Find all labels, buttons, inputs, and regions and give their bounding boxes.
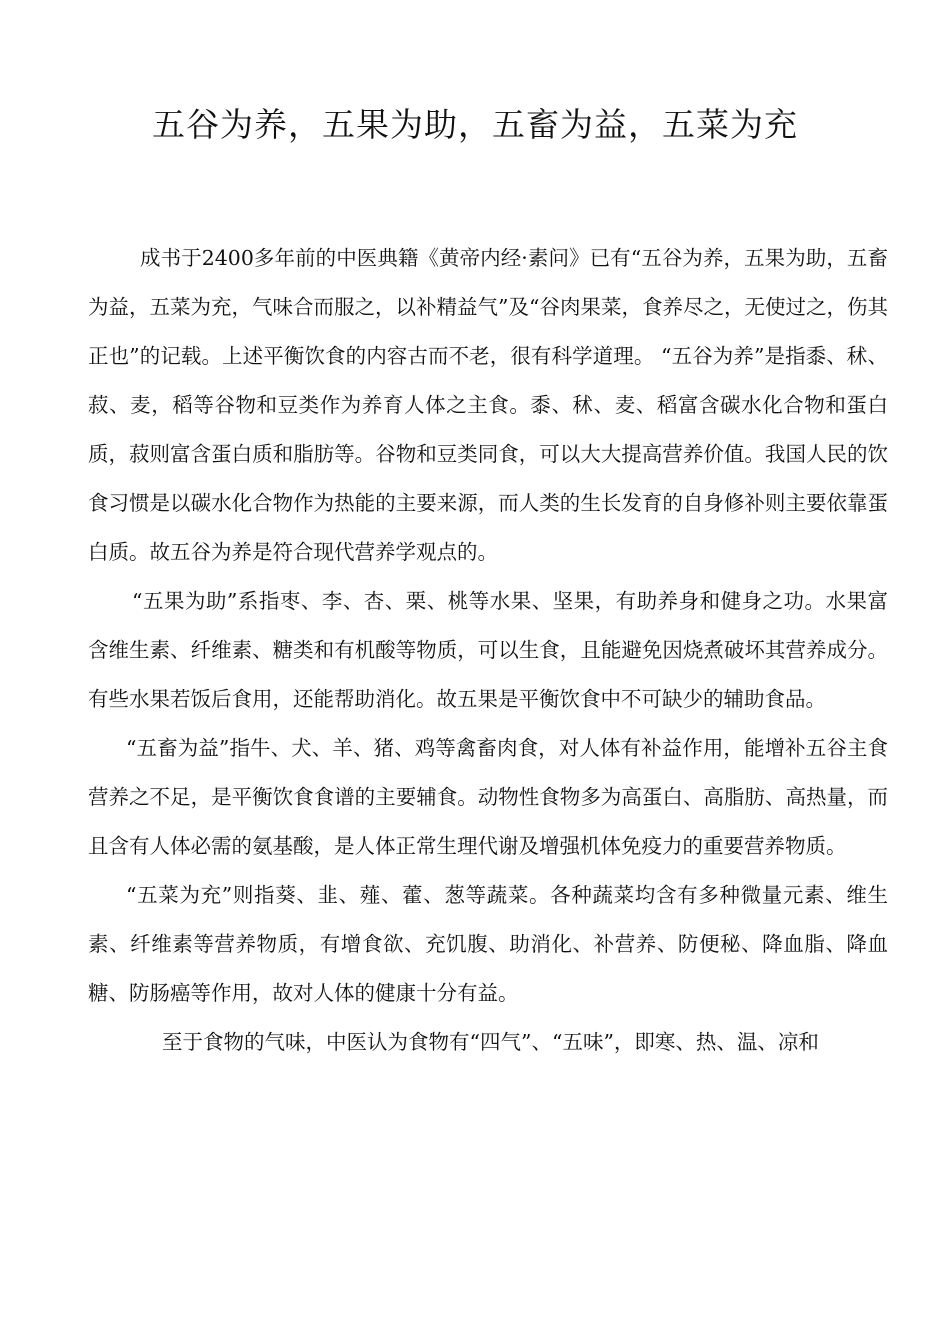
paragraph-qiwei: 至于食物的气味，中医认为食物有“四气”、“五味”，即寒、热、温、凉和 <box>162 1030 819 1054</box>
document-body <box>88 234 888 1067</box>
paragraph-wucai: “五菜为充”则指葵、韭、薤、藿、葱等蔬菜。各种蔬菜均含有多种微量元素、维生素、纤维素等营养物质，有增食欲、充饥腹、助消化、补营养、防便秘、降血脂、降血糖、防肠癌等作用，故对人体的健康十分有益。 <box>88 883 888 1005</box>
paragraph-wuchu: “五畜为益”指牛、犬、羊、猪、鸡等禽畜肉食，对人体有补益作用，能增补五谷主食营养之不足，是平衡饮食食谱的主要辅食。动物性食物多为高蛋白、高脂肪、高热量，而且含有人体必需的氨基酸，是人体正常生理代谢及增强机体免疫力的重要营养物质。 <box>88 736 888 858</box>
paragraph-wuguo: “五果为助”系指枣、李、杏、栗、桃等水果、坚果，有助养身和健身之功。水果富含维生素、纤维素、糖类和有机酸等物质，可以生食，且能避免因烧煮破坏其营养成分。有些水果若饭后食用，还能帮助消化。故五果是平衡饮食中不可缺少的辅助食品。 <box>88 589 888 711</box>
document-title: 五谷为养，五果为助，五畜为益，五菜为充 <box>152 105 798 144</box>
paragraph-wugu: 成书于2400多年前的中医典籍《黄帝内经·素问》已有“五谷为养，五果为助，五畜为益，五菜为充，气味合而服之，以补精益气”及“谷肉果菜，食养尽之，无使过之，伤其正也”的记载。上述平衡饮食的内容古而不老，很有科学道理。 “五谷为养”是指黍、秫、菽、麦，稻等谷物和豆类作为养育人体之主食。黍、秫、麦、稻富含碳水化合物和蛋白质，菽则富含蛋白质和脂肪等。谷物和豆类同食，可以大大提高营养价值。我国人民的饮食习惯是以碳水化合物作为热能的主要来源，而人类的生长发育的自身修补则主要依靠蛋白质。故五谷为养是符合现代营养学观点的。 <box>88 246 888 564</box>
